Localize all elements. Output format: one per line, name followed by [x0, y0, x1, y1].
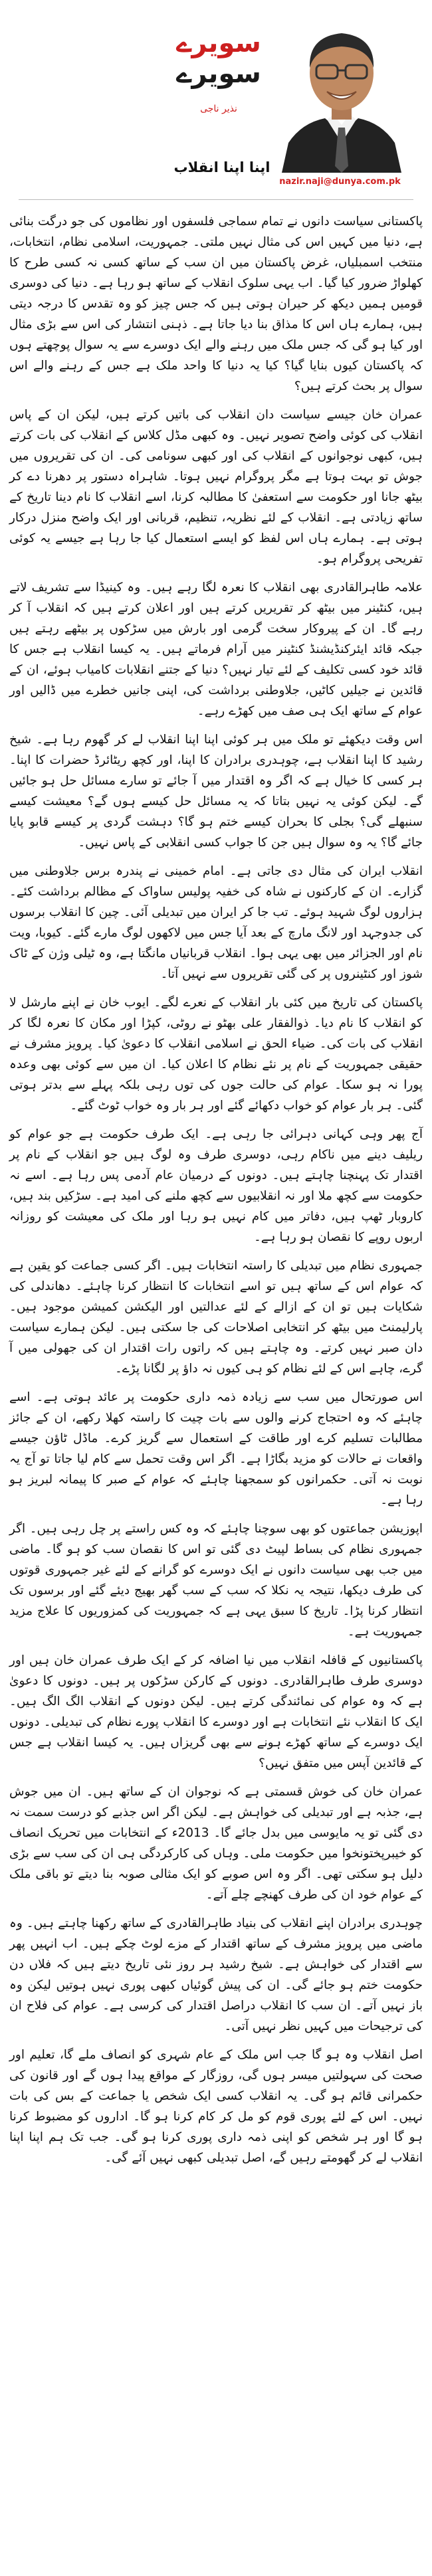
article-paragraph: اصل انقلاب وہ ہو گا جب اس ملک کے عام شہری کو انصاف ملے گا، تعلیم اور صحت کی سہولتیں میسر ہوں گی، روزگار کے مواقع پیدا ہوں گے اور قانون کی حکمرانی قائم ہو گی۔ یہ انقلاب کسی ایک شخص یا جماعت کے بس کی بات نہیں۔ اس کے لئے پوری قوم کو مل کر کام کرنا ہو گا۔ اداروں کو مضبوط کرنا ہو گا اور ہر شخص کو اپنی ذمہ داری پوری کرنا ہو گی۔ جب تک ہم اپنا اپنا انقلاب لے کر گھومتے رہیں گے، اصل تبدیلی کبھی نہیں آئے گی۔ [9, 2048, 423, 2165]
article-paragraph: اس صورتحال میں سب سے زیادہ ذمہ داری حکومت پر عائد ہوتی ہے۔ اسے چاہئے کہ وہ احتجاج کرنے والوں سے بات چیت کا راستہ کھلا رکھے، ان کے جائز مطالبات تسلیم کرے اور طاقت کے استعمال سے گریز کرے۔ ماڈل ٹاؤن جیسے واقعات نے حالات کو مزید بگاڑا ہے۔ اگر اس وقت تحمل سے کام لیا جاتا تو آج یہ نوبت نہ آتی۔ حکمرانوں کو سمجھنا چاہئے کہ عوام کے صبر کا پیمانہ لبریز ہو رہا ہے۔ [9, 1390, 423, 1507]
column-logo [169, 28, 269, 89]
article-paragraph: عمران خان جیسے سیاست دان انقلاب کی باتیں کرتے ہیں، لیکن ان کے پاس انقلاب کی کوئی واضح تصویر نہیں۔ وہ کبھی مڈل کلاس کے انقلاب کی بات کرتے ہیں، کبھی نوجوانوں کے انقلاب کی اور کبھی سونامی کی۔ ان کی تقریروں میں جوش تو بہت ہوتا ہے مگر پروگرام نہیں ہوتا۔ شاہراہ دستور پر دھرنا دے کر بیٹھ جانا اور حکومت سے استعفیٰ کا مطالبہ کرنا، اسے انقلاب کا نام دینا تاریخ کے ساتھ زیادتی ہے۔ انقلاب کے لئے نظریہ، تنظیم، قربانی اور ایک واضح منزل درکار ہوتی ہے۔ ہمارے ہاں اس لفظ کو ایسے استعمال کیا جا رہا ہے جیسے یہ کوئی تفریحی پروگرام ہو۔ [9, 408, 423, 566]
logo-line-top: سویرے [176, 28, 261, 58]
article-paragraph: عمران خان کی خوش قسمتی ہے کہ نوجوان ان کے ساتھ ہیں۔ ان میں جوش ہے، جذبہ ہے اور تبدیلی کی خواہش ہے۔ لیکن اگر اس جذبے کو درست سمت نہ دی گئی تو یہ مایوسی میں بدل جائے گا۔ 2013ء کے انتخابات میں تحریک انصاف کو خیبرپختونخوا میں حکومت ملی۔ وہاں کی کارکردگی ہی ان کی سب سے بڑی دلیل ہو سکتی تھی۔ اگر وہ اس صوبے کو ایک مثالی صوبہ بنا دیتے تو باقی ملک کے عوام خود ان کی طرف کھنچے چلے آتے۔ [9, 1785, 423, 1902]
article-paragraph: پاکستانی سیاست دانوں نے تمام سماجی فلسفوں اور نظاموں کی جو درگت بنائی ہے، دنیا میں کہیں اس کی مثال نہیں ملتی۔ جمہوریت، اسلامی نظام، انتخابات، منتخب اسمبلیاں، غرض پاکستان میں ان سب کے ساتھ کسی نہ کسی طرح کا کھلواڑ ضرور کیا گیا۔ اب یہی سلوک انقلاب کے ساتھ ہو رہا ہے۔ دنیا کی دوسری قومیں ہمیں دیکھ کر حیران ہوتی ہیں کہ جس چیز کو وہ تقدس کا درجہ دیتی ہیں، ہمارے ہاں اس کا مذاق بنا دیا جاتا ہے۔ ذہنی انتشار کی اس سے بڑی مثال اور کیا ہو گی کہ جس ملک میں رہنے والے ایک دوسرے سے یہ سوال پوچھتے ہوں کہ پاکستان کیوں بنایا گیا؟ کیا یہ دنیا کا واحد ملک ہے جس کے رہنے والے اس سوال پر بحث کرتے ہیں؟ [9, 215, 423, 393]
header-divider [19, 199, 413, 200]
article-paragraph: پاکستان کی تاریخ میں کئی بار انقلاب کے نعرے لگے۔ ایوب خان نے اپنے مارشل لا کو انقلاب کا نام دیا۔ ذوالفقار علی بھٹو نے روٹی، کپڑا اور مکان کا نعرہ لگا کر انقلاب کی بات کی۔ ضیاء الحق نے اسلامی انقلاب کا دعویٰ کیا۔ پرویز مشرف نے حقیقی جمہوریت کے نام پر نئے نظام کا اعلان کیا۔ ان میں سے کوئی بھی وعدہ پورا نہ ہو سکا۔ عوام کی حالت جوں کی توں رہی بلکہ پہلے سے بدتر ہوتی گئی۔ ہر بار عوام کو خواب دکھائے گئے اور ہر بار وہ خواب ٹوٹ گئے۔ [9, 996, 423, 1113]
article-paragraph: جمہوری نظام میں تبدیلی کا راستہ انتخابات ہیں۔ اگر کسی جماعت کو یقین ہے کہ عوام اس کے ساتھ ہیں تو اسے انتخابات کا انتظار کرنا چاہئے۔ دھاندلی کی شکایات ہیں تو ان کے ازالے کے لئے عدالتیں اور الیکشن کمیشن موجود ہیں۔ پارلیمنٹ میں بیٹھ کر انتخابی اصلاحات کی جا سکتی ہیں۔ لیکن ہمارے سیاست دان صبر نہیں کرتے۔ وہ چاہتے ہیں کہ راتوں رات اقتدار ان کی جھولی میں آ گرے، چاہے اس کے لئے نظام کو ہی کیوں نہ داؤ پر لگانا پڑے۔ [9, 1259, 423, 1376]
author-email[interactable]: nazir.naji@dunya.com.pk [279, 177, 401, 187]
article-paragraph: پاکستانیوں کے قافلہ انقلاب میں نیا اضافہ کر کے ایک طرف عمران خان ہیں اور دوسری طرف طاہرالقادری۔ دونوں کے کارکن سڑکوں پر ہیں۔ دونوں کا دعویٰ ہے کہ وہ عوام کی نمائندگی کرتے ہیں۔ لیکن دونوں کے انقلاب الگ الگ ہیں۔ ایک کا انقلاب نئے انتخابات ہے اور دوسرے کا انقلاب پورے نظام کی تبدیلی۔ دونوں ایک دوسرے کے ساتھ کھڑے ہونے سے بھی گریزاں ہیں۔ یہ کیسا انقلاب ہے جس کے قائدین آپس میں متفق نہیں؟ [9, 1653, 423, 1770]
author-name: نذیر ناجی [200, 104, 237, 114]
article-paragraph: علامہ طاہرالقادری بھی انقلاب کا نعرہ لگا رہے ہیں۔ وہ کینیڈا سے تشریف لاتے ہیں، کنٹینر میں بیٹھ کر تقریریں کرتے ہیں اور اعلان کرتے ہیں کہ انقلاب آ کر رہے گا۔ ان کے پیروکار سخت گرمی اور بارش میں سڑکوں پر بیٹھے رہتے ہیں جبکہ قائد ایئرکنڈیشنڈ کنٹینر میں آرام فرماتے ہیں۔ یہ کیسا انقلاب ہے جس کا قائد خود کسی تکلیف کے لئے تیار نہیں؟ دنیا کے جتنے انقلابات کامیاب ہوئے، ان کے قائدین نے جیلیں کاٹیں، جلاوطنی برداشت کی، اپنی جانیں خطرے میں ڈالیں اور عوام کے ساتھ ایک ہی صف میں کھڑے رہے۔ [9, 581, 423, 718]
article-paragraph: انقلاب ایران کی مثال دی جاتی ہے۔ امام خمینی نے پندرہ برس جلاوطنی میں گزارے۔ ان کے کارکنوں نے شاہ کی خفیہ پولیس ساواک کے مظالم برداشت کئے۔ ہزاروں لوگ شہید ہوئے۔ تب جا کر ایران میں تبدیلی آئی۔ چین کا انقلاب برسوں کی جدوجہد اور لانگ مارچ کے بعد آیا جس میں لاکھوں لوگ مارے گئے۔ کیوبا، ویت نام اور الجزائر میں بھی یہی ہوا۔ انقلاب قربانیاں مانگتا ہے، وہ ٹیلی وژن کے ٹاک شوز اور کنٹینروں پر کی گئی تقریروں سے نہیں آتا۔ [9, 864, 423, 981]
article-paragraph: اس وقت دیکھئے تو ملک میں ہر کوئی اپنا اپنا انقلاب لے کر گھوم رہا ہے۔ شیخ رشید کا اپنا انقلاب ہے، چوہدری برادران کا اپنا، اور کچھ ریٹائرڈ حضرات کا اپنا۔ ہر کسی کا خیال ہے کہ اگر وہ اقتدار میں آ جائے تو سارے مسائل حل ہو جائیں گے۔ لیکن کوئی یہ نہیں بتاتا کہ یہ مسائل حل کیسے ہوں گے؟ معیشت کیسے سنبھلے گی؟ بجلی کا بحران کیسے ختم ہو گا؟ دہشت گردی پر کیسے قابو پایا جائے گا؟ یہ وہ سوال ہیں جن کا جواب کسی انقلابی کے پاس نہیں۔ [9, 733, 423, 850]
article-paragraph: چوہدری برادران اپنے انقلاب کی بنیاد طاہرالقادری کے ساتھ رکھنا چاہتے ہیں۔ وہ ماضی میں پرویز مشرف کے ساتھ اقتدار کے مزے لوٹ چکے ہیں۔ اب انہیں پھر سے اقتدار کی خواہش ہے۔ شیخ رشید ہر روز نئی تاریخ دیتے ہیں کہ فلاں دن حکومت ختم ہو جائے گی۔ ان کی پیش گوئیاں کبھی پوری نہیں ہوتیں لیکن وہ باز نہیں آتے۔ ان سب کا انقلاب دراصل اقتدار کی کرسی ہے۔ عوام کی فلاح ان کی ترجیحات میں کہیں نظر نہیں آتی۔ [9, 1916, 423, 2033]
column-header [9, 0, 423, 211]
logo-line-bottom: سویرے [176, 58, 261, 89]
article-paragraph: اپوزیشن جماعتوں کو بھی سوچنا چاہئے کہ وہ کس راستے پر چل رہی ہیں۔ اگر جمہوری نظام کی بساط لپیٹ دی گئی تو اس کا نقصان سب کو ہو گا۔ ماضی میں جب بھی سیاست دانوں نے ایک دوسرے کو گرانے کے لئے غیر جمہوری قوتوں کی طرف دیکھا، نتیجہ یہ نکلا کہ سب کے سب گھر بھیج دیئے گئے اور برسوں تک انتظار کرنا پڑا۔ تاریخ کا سبق یہی ہے کہ جمہوریت کی کمزوریوں کا علاج مزید جمہوریت ہے۔ [9, 1522, 423, 1639]
article-paragraph: آج پھر وہی کہانی دہرائی جا رہی ہے۔ ایک طرف حکومت ہے جو عوام کو ریلیف دینے میں ناکام رہی، دوسری طرف وہ لوگ ہیں جو انقلاب کے نام پر اقتدار تک پہنچنا چاہتے ہیں۔ دونوں کے درمیان عام آدمی پس رہا ہے۔ اسے نہ حکومت سے کچھ ملا اور نہ انقلابیوں سے کچھ ملنے کی امید ہے۔ سڑکیں بند ہیں، کاروبار ٹھپ ہیں، دفاتر میں کام نہیں ہو رہا اور ملک کی معیشت کو روزانہ اربوں روپے کا نقصان ہو رہا ہے۔ [9, 1127, 423, 1244]
article-body [9, 211, 423, 2168]
column-headline: اپنا اپنا انقلاب [173, 159, 270, 175]
author-photo [275, 7, 408, 173]
